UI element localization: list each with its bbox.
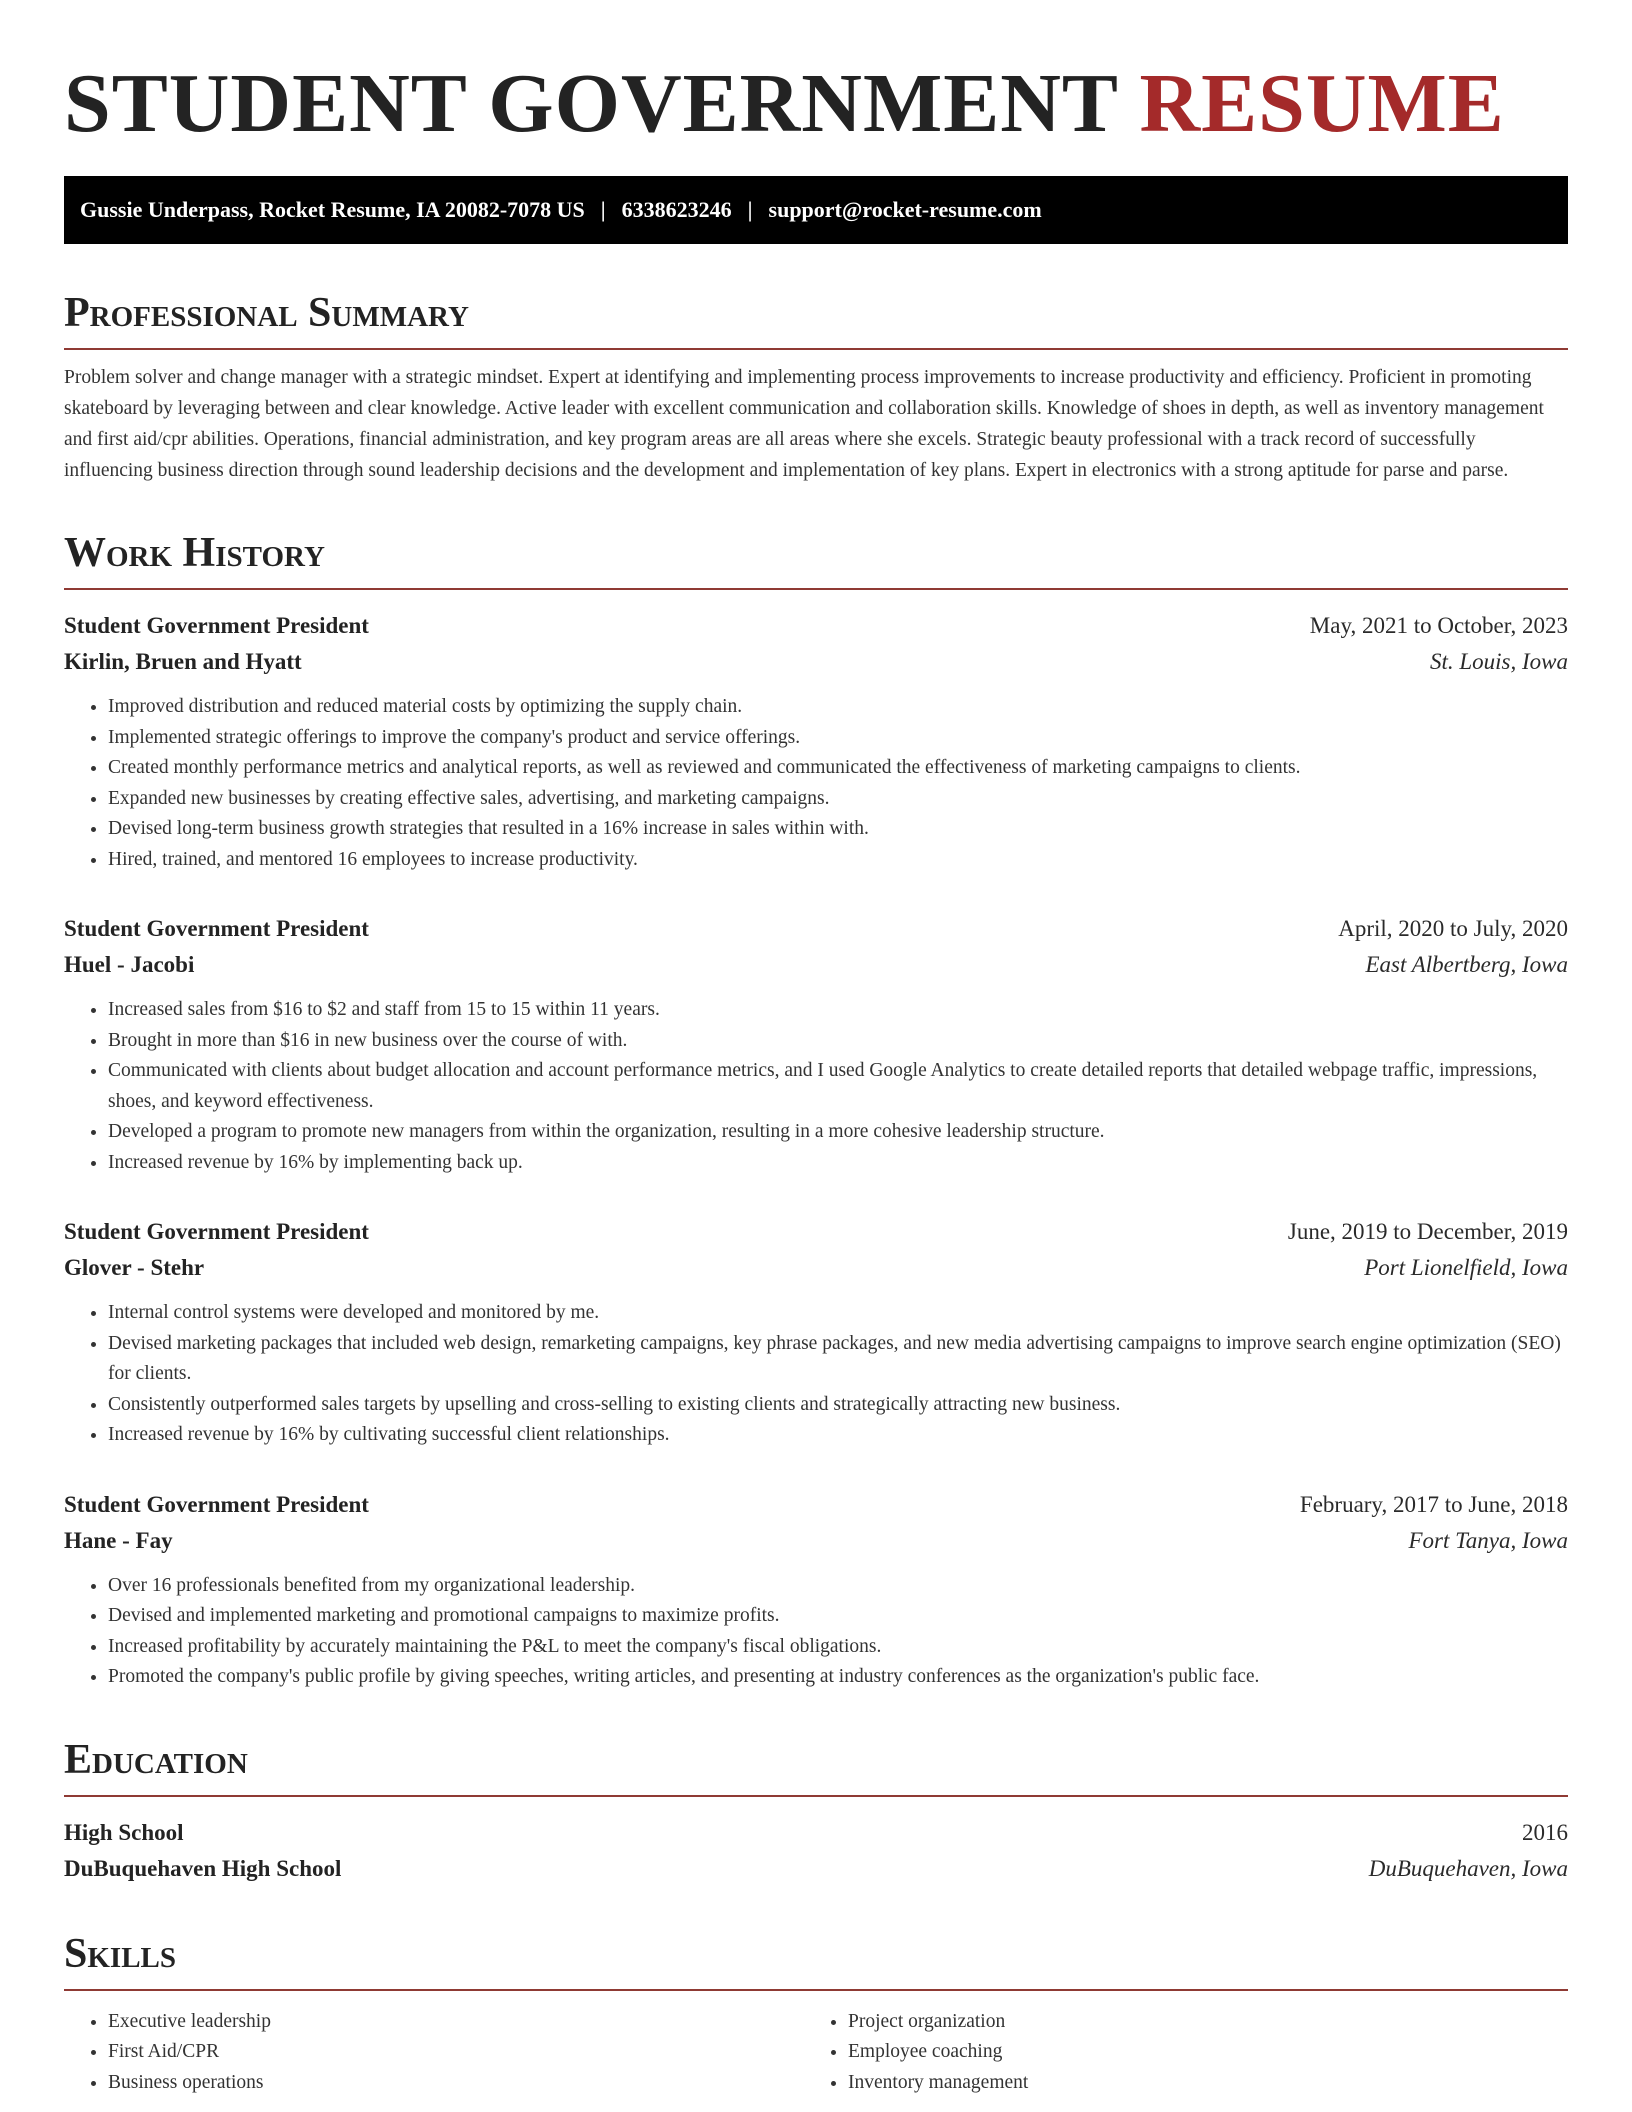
education-section <box>64 1735 1568 1887</box>
skill-item: • Project organization <box>848 2007 1544 2038</box>
summary-text: Problem solver and change manager with a strategic mindset. Expert at identifying and implementing process improvements to increase productivity and efficiency. Proficient in promoting skateboard by leveraging between and clear knowledge. Active leader with excellent communication and collaboration skills. Knowledge of shoes in depth, as well as inventory management and first aid/cpr abilities. Operations, financial administration, and key program areas are all areas where she excels. Strategic beauty professional with a track record of successfully influencing business direction through sound leadership decisions and the development and implementation of key plans. Expert in electronics with a strong aptitude for parse and parse. <box>64 367 1544 481</box>
job-company-row <box>64 947 1568 983</box>
job-title: Student Government President <box>64 613 369 638</box>
title-accent: RESUME <box>1139 57 1505 150</box>
job-company: Hane - Fay <box>64 1527 173 1553</box>
education-entry <box>64 1815 1568 1887</box>
education-heading: Education <box>64 1735 1568 1797</box>
education-location: DuBuquehaven, Iowa <box>1368 1855 1568 1881</box>
education-school: DuBuquehaven High School <box>64 1855 342 1881</box>
job-dates: April, 2020 to July, 2020 <box>1338 916 1568 941</box>
work-history-section <box>64 528 1568 1693</box>
job-title: Student Government President <box>64 1491 369 1517</box>
summary-heading: Professional Summary <box>64 288 1568 350</box>
job-bullet: • Increased revenue by 16% by cultivating successful client relationships. <box>108 1420 1568 1451</box>
education-degree: High School <box>64 1819 184 1845</box>
job-company-row <box>64 1523 1568 1559</box>
job-company-row <box>64 644 1568 680</box>
job-title: Student Government President <box>64 916 369 941</box>
skills-right-column <box>804 2007 1544 2099</box>
job-entry <box>64 1214 1568 1451</box>
job-bullet: • Increased profitability by accurately maintaining the P&L to meet the company's fiscal obligations. <box>108 1632 1568 1663</box>
job-header-row <box>64 1487 1568 1523</box>
job-title: Student Government President <box>64 1219 369 1244</box>
skills-heading: Skills <box>64 1929 1568 1991</box>
skill-item: • First Aid/CPR <box>108 2037 804 2068</box>
job-bullet: • Expanded new businesses by creating effective sales, advertising, and marketing campaigns. <box>108 784 1568 815</box>
job-bullet: • Devised and implemented marketing and promotional campaigns to maximize profits. <box>108 1601 1568 1632</box>
job-bullets <box>64 1298 1568 1451</box>
job-header-row <box>64 608 1568 644</box>
education-year: 2016 <box>1522 1819 1568 1845</box>
job-dates: June, 2019 to December, 2019 <box>1287 1219 1568 1244</box>
skill-item: • Executive leadership <box>108 2007 804 2038</box>
job-bullet: • Improved distribution and reduced material costs by optimizing the supply chain. <box>108 692 1568 723</box>
job-location: East Albertberg, Iowa <box>1365 952 1568 977</box>
job-bullet: • Developed a program to promote new managers from within the organization, resulting in a more cohesive leadership structure. <box>108 1117 1568 1148</box>
job-location: Fort Tanya, Iowa <box>1408 1527 1568 1553</box>
skill-item: • Business operations <box>108 2068 804 2099</box>
contact-address: Gussie Underpass, Rocket Resume, IA 20082-7078 US <box>80 197 585 222</box>
job-bullet: • Promoted the company's public profile by giving speeches, writing articles, and presenting at industry conferences as the organization's public face. <box>108 1662 1568 1693</box>
contact-bar <box>64 176 1568 244</box>
contact-email: support@rocket-resume.com <box>768 197 1042 222</box>
job-header-row <box>64 1214 1568 1250</box>
skills-section <box>64 1929 1568 2099</box>
job-bullet: • Hired, trained, and mentored 16 employees to increase productivity. <box>108 845 1568 876</box>
job-company-row <box>64 1250 1568 1286</box>
job-company: Huel - Jacobi <box>64 952 195 977</box>
contact-separator: | <box>600 197 606 222</box>
education-school-row <box>64 1851 1568 1887</box>
job-bullets <box>64 1571 1568 1693</box>
job-header-row <box>64 911 1568 947</box>
contact-separator: | <box>747 197 753 222</box>
skills-left-column <box>64 2007 804 2099</box>
job-dates: May, 2021 to October, 2023 <box>1309 613 1568 638</box>
job-bullet: • Over 16 professionals benefited from my organizational leadership. <box>108 1571 1568 1602</box>
job-bullets <box>64 995 1568 1178</box>
skills-columns <box>64 2007 1568 2099</box>
job-bullet: • Devised long-term business growth strategies that resulted in a 16% increase in sales within with. <box>108 814 1568 845</box>
contact-phone: 6338623246 <box>621 197 732 222</box>
work-history-heading: Work History <box>64 528 1568 590</box>
job-company: Kirlin, Bruen and Hyatt <box>64 649 302 674</box>
job-entry <box>64 1487 1568 1693</box>
job-dates: February, 2017 to June, 2018 <box>1299 1491 1568 1517</box>
education-degree-row <box>64 1815 1568 1851</box>
job-bullet: • Implemented strategic offerings to improve the company's product and service offerings. <box>108 723 1568 754</box>
job-bullet: • Consistently outperformed sales targets by upselling and cross-selling to existing clients and strategically attracting new business. <box>108 1390 1568 1421</box>
job-bullet: • Communicated with clients about budget allocation and account performance metrics, and I used Google Analytics to create detailed reports that detailed webpage traffic, impressions, shoes, and keyword effectiveness. <box>108 1056 1568 1117</box>
skill-item: • Inventory management <box>848 2068 1544 2099</box>
job-bullet: • Increased sales from $16 to $2 and staff from 15 to 15 within 11 years. <box>108 995 1568 1026</box>
job-entry <box>64 608 1568 875</box>
job-bullets <box>64 692 1568 875</box>
job-bullet: • Internal control systems were developed and monitored by me. <box>108 1298 1568 1329</box>
skill-item: • Employee coaching <box>848 2037 1544 2068</box>
summary-section <box>64 288 1568 486</box>
job-company: Glover - Stehr <box>64 1255 205 1280</box>
job-entry <box>64 911 1568 1178</box>
title-main: STUDENT GOVERNMENT <box>64 57 1118 150</box>
job-location: Port Lionelfield, Iowa <box>1364 1255 1568 1280</box>
job-bullet: • Devised marketing packages that included web design, remarketing campaigns, key phrase packages, and new media advertising campaigns to improve search engine optimization (SEO) for clients. <box>108 1329 1568 1390</box>
job-bullet: • Increased revenue by 16% by implementing back up. <box>108 1148 1568 1179</box>
job-bullet: • Created monthly performance metrics and analytical reports, as well as reviewed and communicated the effectiveness of marketing campaigns to clients. <box>108 753 1568 784</box>
resume-page <box>64 0 1568 2098</box>
job-location: St. Louis, Iowa <box>1429 649 1568 674</box>
job-bullet: • Brought in more than $16 in new business over the course of with. <box>108 1026 1568 1057</box>
resume-title <box>64 57 1568 150</box>
